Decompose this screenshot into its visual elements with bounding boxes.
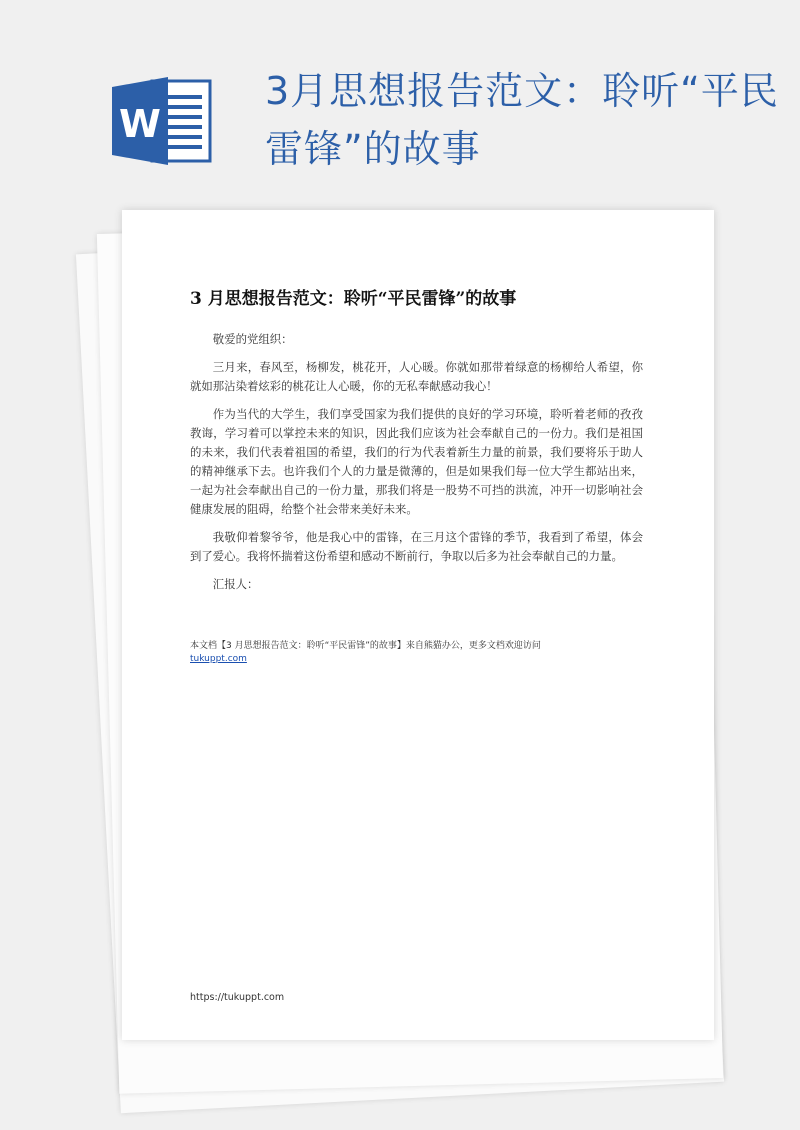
word-doc-icon [110, 75, 214, 167]
signoff: 汇报人： [212, 577, 259, 591]
banner-title: 3月思想报告范文：聆听“平民雷锋”的故事 [265, 69, 779, 171]
footnote-link[interactable]: tukuppt.com [190, 654, 247, 664]
paragraph-3: 我敬仰着黎爷爷，他是我心中的雷锋，在三月这个雷锋的季节，我看到了希望，体会到了爱心。我将怀揣着这份希望和感动不断前行，争取以后多为社会奉献自己的力量。 [190, 530, 643, 563]
paragraph-1: 三月来，春风至，杨柳发，桃花开，人心暖。你就如那带着绿意的杨柳给人希望，你就如那沾染着炫彩的桃花让人心暖，你的无私奉献感动我心！ [190, 360, 643, 393]
document-title: 3 月思想报告范文：聆听“平民雷锋”的故事 [190, 289, 517, 309]
salutation: 敬爱的党组织： [212, 332, 293, 346]
footnote [190, 640, 650, 666]
footnote-text: 本文档【3 月思想报告范文：聆听“平民雷锋”的故事】来自熊猫办公，更多文档欢迎访问 [190, 641, 541, 651]
document-body [190, 330, 643, 594]
bottom-url[interactable]: https://tukuppt.com [190, 992, 285, 1003]
document-page [122, 210, 714, 1040]
paragraph-2: 作为当代的大学生，我们享受国家为我们提供的良好的学习环境，聆听着老师的孜孜教诲，学习着可以掌控未来的知识，因此我们应该为社会奉献自己的一份力。我们是祖国的未来，我们代表着祖国的希望，我们的行为代表着新生力量的前景，我们要将乐于助人的精神继承下去。也许我们个人的力量是微薄的，但是如果我们每一位大学生都站出来，一起为社会奉献出自己的一份力量，那我们将是一股势不可挡的洪流，冲开一切影响社会健康发展的阻碍，给整个社会带来美好未来。 [190, 407, 643, 516]
word-logo-letter: W [119, 102, 161, 146]
